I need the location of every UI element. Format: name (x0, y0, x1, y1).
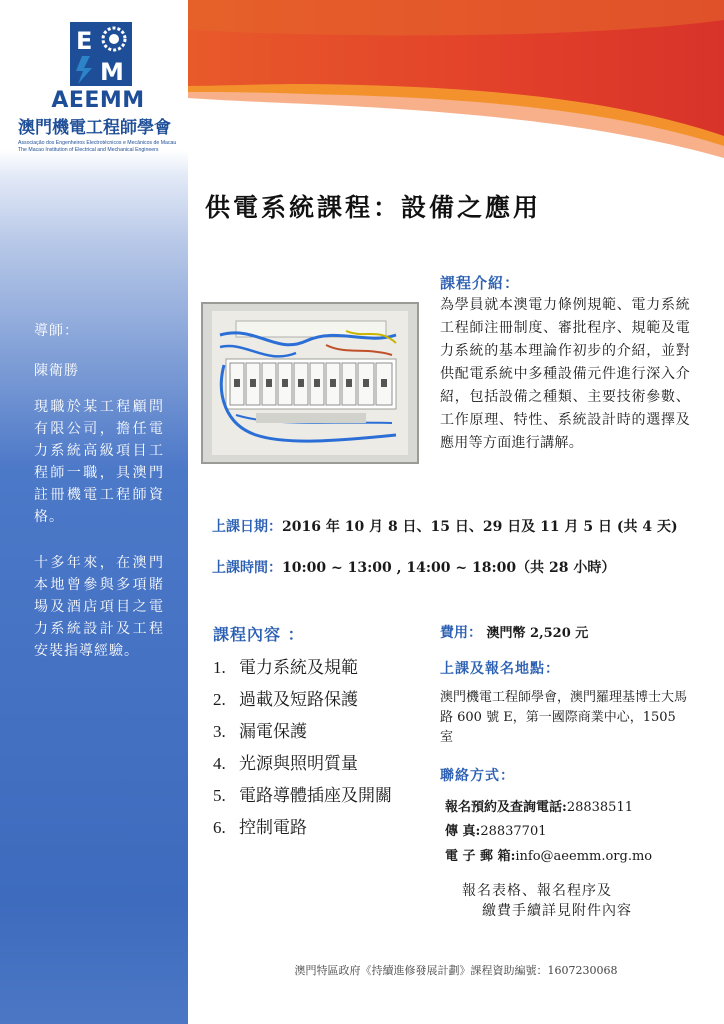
venue-address: 澳門機電工程師學會，澳門羅理基博士大馬路 600 號 E，第一國際商業中心，1505 室 (440, 690, 688, 745)
email-label: 電 子 郵 箱: (445, 849, 516, 864)
sidebar (0, 0, 188, 1024)
footer-funding-note: 澳門特區政府《持續進修發展計劃》課程資助編號：1607230068 (294, 964, 618, 977)
logo-chinese-name: 澳門機電工程師學會 (18, 118, 171, 138)
item-text: 漏電保護 (239, 722, 307, 742)
contact-fax (445, 820, 547, 839)
item-number: 1. (213, 658, 226, 677)
svg-text:E: E (76, 27, 93, 55)
item-text: 電力系統及規範 (239, 658, 358, 678)
email-value: info@aeemm.org.mo (515, 849, 653, 864)
time-label: 上課時間： (212, 560, 282, 576)
item-number: 6. (213, 818, 226, 837)
logo-english-name: The Macao Institution of Electrical and Mechanical Engineers (18, 147, 159, 153)
fee-value: 澳門幣 2,520 元 (482, 626, 589, 641)
logo-portuguese-name: Associação dos Engenheiros Electrotécnicos e Mecânicos de Macau (18, 140, 177, 146)
fee-label: 費用： (440, 625, 482, 641)
course-list (213, 656, 392, 848)
item-number: 3. (213, 722, 226, 741)
tutor-name: 陳衛勝 (34, 363, 79, 379)
date-value: 2016 年 10 月 8 日、15 日、29 日及 11 月 5 日 (共 4 天) (282, 519, 678, 535)
attachment-note-line1: 報名表格、報名程序及 (462, 883, 612, 899)
aeemm-logo-icon (70, 22, 132, 86)
distribution-board-photo (196, 295, 424, 469)
item-number: 2. (213, 690, 226, 709)
item-text: 過載及短路保護 (239, 690, 358, 710)
svg-text:M: M (100, 58, 124, 86)
list-item (213, 688, 392, 720)
list-item (213, 784, 392, 816)
header-banner (188, 0, 724, 170)
contact-heading: 聯絡方式： (440, 768, 515, 784)
item-text: 控制電路 (239, 818, 307, 838)
attachment-note-line2: 繳費手續詳見附件內容 (482, 903, 632, 919)
contact-email (445, 845, 652, 864)
intro-heading: 課程介紹： (440, 274, 521, 292)
list-item (213, 752, 392, 784)
course-time (212, 557, 615, 577)
tutor-label: 導師： (34, 323, 79, 339)
fax-label: 傳 真: (445, 824, 481, 839)
fee (440, 622, 588, 642)
intro-body: 為學員就本澳電力條例規範、電力系統工程師注冊制度、審批程序、規範及電力系統的基本理論作初步的介紹，並對供配電系統中多種設備元件進行深入介紹，包括設備之種類、主要技術參數、工作原理、特性、系統設計時的選擇及應用等方面進行講解。 (440, 297, 690, 451)
fax-value: 28837701 (480, 824, 547, 839)
contact-phone (445, 796, 633, 815)
content-heading: 課程內容 ： (213, 625, 305, 644)
list-item (213, 720, 392, 752)
item-text: 光源與照明質量 (239, 754, 358, 774)
page-title: 供電系統課程：設備之應用 (205, 193, 542, 222)
course-date (212, 516, 678, 536)
tutor-bio-2: 十多年來，在澳門本地曾參與多項賭場及酒店項目之電力系統設計及工程安裝指導經驗。 (34, 555, 164, 659)
time-value: 10:00 ~ 13:00 , 14:00 ~ 18:00（共 28 小時） (282, 560, 616, 576)
item-text: 電路導體插座及開關 (239, 786, 392, 806)
item-number: 4. (213, 754, 226, 773)
list-item (213, 816, 392, 848)
phone-label: 報名預約及查詢電話: (445, 800, 567, 815)
item-number: 5. (213, 786, 226, 805)
list-item (213, 656, 392, 688)
phone-value: 28838511 (566, 800, 633, 815)
venue-heading: 上課及報名地點： (440, 661, 560, 677)
date-label: 上課日期： (212, 519, 282, 535)
logo-acronym: AEEMM (51, 88, 145, 113)
tutor-bio-1: 現職於某工程顧問有限公司，擔任電力系統高級項目工程師一職，具澳門註冊機電工程師資格。 (34, 399, 164, 525)
